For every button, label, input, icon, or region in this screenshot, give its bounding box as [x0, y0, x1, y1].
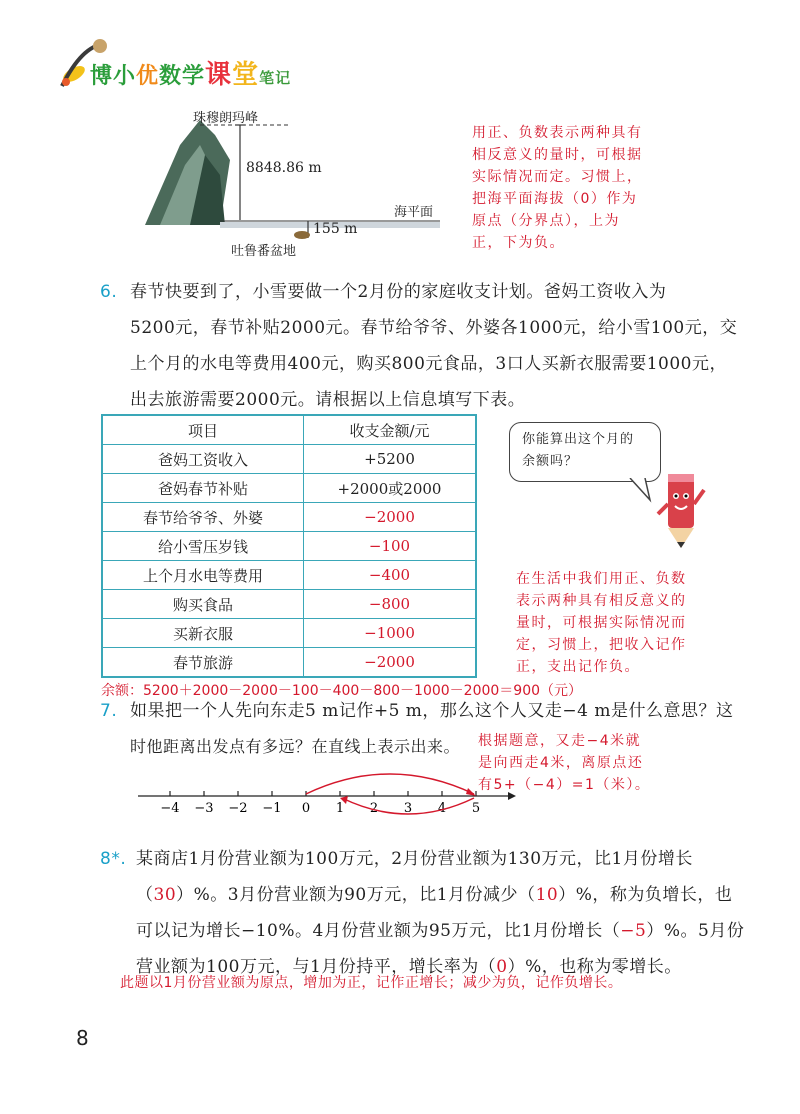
- balance-answer: 余额：5200＋2000－2000－100－400－800－1000－2000＝900（元）: [101, 683, 583, 699]
- note-line: 根据题意，又走−4米就: [478, 733, 642, 749]
- pencil-mascot-icon: [650, 468, 710, 556]
- number-line-label: 0: [301, 801, 311, 816]
- table-row: [102, 445, 476, 474]
- q8-fragment: ）%，也称为零增长。: [507, 957, 682, 977]
- height-label: 8848.86 m: [246, 160, 322, 176]
- table-cell: +5200: [304, 445, 477, 474]
- bubble-text: [522, 429, 634, 473]
- header-logo: [52, 36, 312, 92]
- q8-fragment: 营业额为100万元，与1月份持平，增长率为（: [136, 957, 497, 977]
- q8-fragment: ）%。5月份: [646, 921, 745, 941]
- table-cell: 买新衣服: [102, 619, 304, 648]
- table-cell: 春节给爷爷、外婆: [102, 503, 304, 532]
- note-line: 量时，可根据实际情况而: [516, 615, 687, 631]
- number-line-label: −3: [194, 801, 214, 816]
- note-line: 正，下为负。: [472, 235, 565, 251]
- table-cell: +2000或2000: [304, 474, 477, 503]
- number-line-label: 5: [471, 801, 481, 816]
- peak-label: 珠穆朗玛峰: [193, 111, 259, 126]
- note-mid: [516, 568, 687, 678]
- table-cell: 上个月水电等费用: [102, 561, 304, 590]
- q8-answer-2: 10: [535, 885, 559, 905]
- number-line-label: 3: [403, 801, 413, 816]
- q8-line: 某商店1月份营业额为100万元，2月份营业额为130万元，比1月份增长: [136, 849, 693, 869]
- note-line: 用正、负数表示两种具有: [472, 125, 643, 141]
- note-line: 有5+（−4）=1（米）。: [478, 777, 651, 793]
- number-line-label: −2: [228, 801, 248, 816]
- q8-fragment: ）%。3月份营业额为90万元，比1月份减少（: [176, 885, 536, 905]
- table-cell: 购买食品: [102, 590, 304, 619]
- table-cell: −100: [304, 532, 477, 561]
- note-line: 在生活中我们用正、负数: [516, 571, 687, 587]
- bubble-line: 余额吗？: [522, 454, 579, 469]
- table-cell: 给小雪压岁钱: [102, 532, 304, 561]
- note-line: 是向西走4米，离原点还: [478, 755, 644, 771]
- logo-text: 博小优数学课堂笔记: [90, 60, 292, 90]
- number-line-label: −1: [262, 801, 282, 816]
- page-number: 8: [76, 1026, 89, 1050]
- table-cell: −2000: [304, 503, 477, 532]
- table-row: [102, 532, 476, 561]
- basin-label: 吐鲁番盆地: [231, 244, 297, 259]
- table-cell: −800: [304, 590, 477, 619]
- q6-text: [130, 274, 737, 418]
- note-line: 正，支出记作负。: [516, 659, 640, 675]
- q7-number: 7.: [100, 701, 118, 721]
- q8-text: [136, 841, 776, 985]
- number-line-label: 1: [335, 801, 345, 816]
- table-cell: −2000: [304, 648, 477, 678]
- table-cell: −400: [304, 561, 477, 590]
- table-row: [102, 619, 476, 648]
- number-line-label: −4: [160, 801, 180, 816]
- q8-number: 8*.: [100, 849, 127, 869]
- q8-fragment: ）%，称为负增长，也: [558, 885, 733, 905]
- note-q8: 此题以1月份营业额为原点，增加为正，记作正增长；减少为负，记作负增长。: [120, 975, 623, 991]
- table-cell: 春节旅游: [102, 648, 304, 678]
- bubble-line: 你能算出这个月的: [522, 432, 635, 447]
- note-line: 表示两种具有相反意义的: [516, 593, 687, 609]
- q6-line: 上个月的水电等费用400元，购买800元食品，3口人买新衣服需要1000元，: [130, 354, 727, 374]
- number-line-label: 4: [437, 801, 447, 816]
- table-row: [102, 648, 476, 678]
- table-cell: −1000: [304, 619, 477, 648]
- q7-line: 时他距离出发点有多远？在直线上表示出来。: [130, 737, 461, 756]
- q8-line: [136, 877, 776, 913]
- q6-line: 5200元，春节补贴2000元。春节给爷爷、外婆各1000元，给小雪100元，交: [130, 318, 738, 338]
- table-row: [102, 503, 476, 532]
- q6-line: 出去旅游需要2000元。请根据以上信息填写下表。: [130, 390, 526, 410]
- table-row: [102, 590, 476, 619]
- note-line: 定，习惯上，把收入记作: [516, 637, 687, 653]
- q6-number: 6.: [100, 282, 118, 302]
- table-header-row: [102, 415, 476, 445]
- q6-line: 春节快要到了，小雪要做一个2月份的家庭收支计划。爸妈工资收入为: [130, 282, 667, 302]
- table-cell: 爸妈工资收入: [102, 445, 304, 474]
- table-row: [102, 474, 476, 503]
- q8-fragment: 可以记为增长−10%。4月份营业额为95万元，比1月份增长（: [136, 921, 621, 941]
- sea-level-label: 海平面: [394, 205, 434, 220]
- note-line: 原点（分界点），上为: [472, 213, 620, 229]
- q7-line: 如果把一个人先向东走5 m记作+5 m，那么这个人又走−4 m是什么意思？这: [130, 701, 734, 721]
- speech-bubble: [509, 422, 661, 482]
- note-line: 把海平面海拔（0）作为: [472, 191, 638, 207]
- number-line-label: 2: [369, 801, 379, 816]
- q8-fragment: （: [136, 885, 154, 905]
- table-header: 项目: [102, 415, 304, 445]
- depth-label: 155 m: [313, 221, 358, 237]
- number-line: [130, 760, 520, 820]
- table-row: [102, 561, 476, 590]
- note-line: 相反意义的量时，可根据: [472, 147, 643, 163]
- income-expense-table: [101, 414, 477, 678]
- q8-line: [136, 913, 776, 949]
- note-top: [472, 122, 643, 254]
- q8-answer-1: 30: [153, 885, 177, 905]
- table-header: 收支金额/元: [304, 415, 477, 445]
- note-line: 实际情况而定。习惯上，: [472, 169, 643, 185]
- q8-answer-3: −5: [620, 921, 647, 941]
- table-cell: 爸妈春节补贴: [102, 474, 304, 503]
- q8-answer-4: 0: [496, 957, 508, 977]
